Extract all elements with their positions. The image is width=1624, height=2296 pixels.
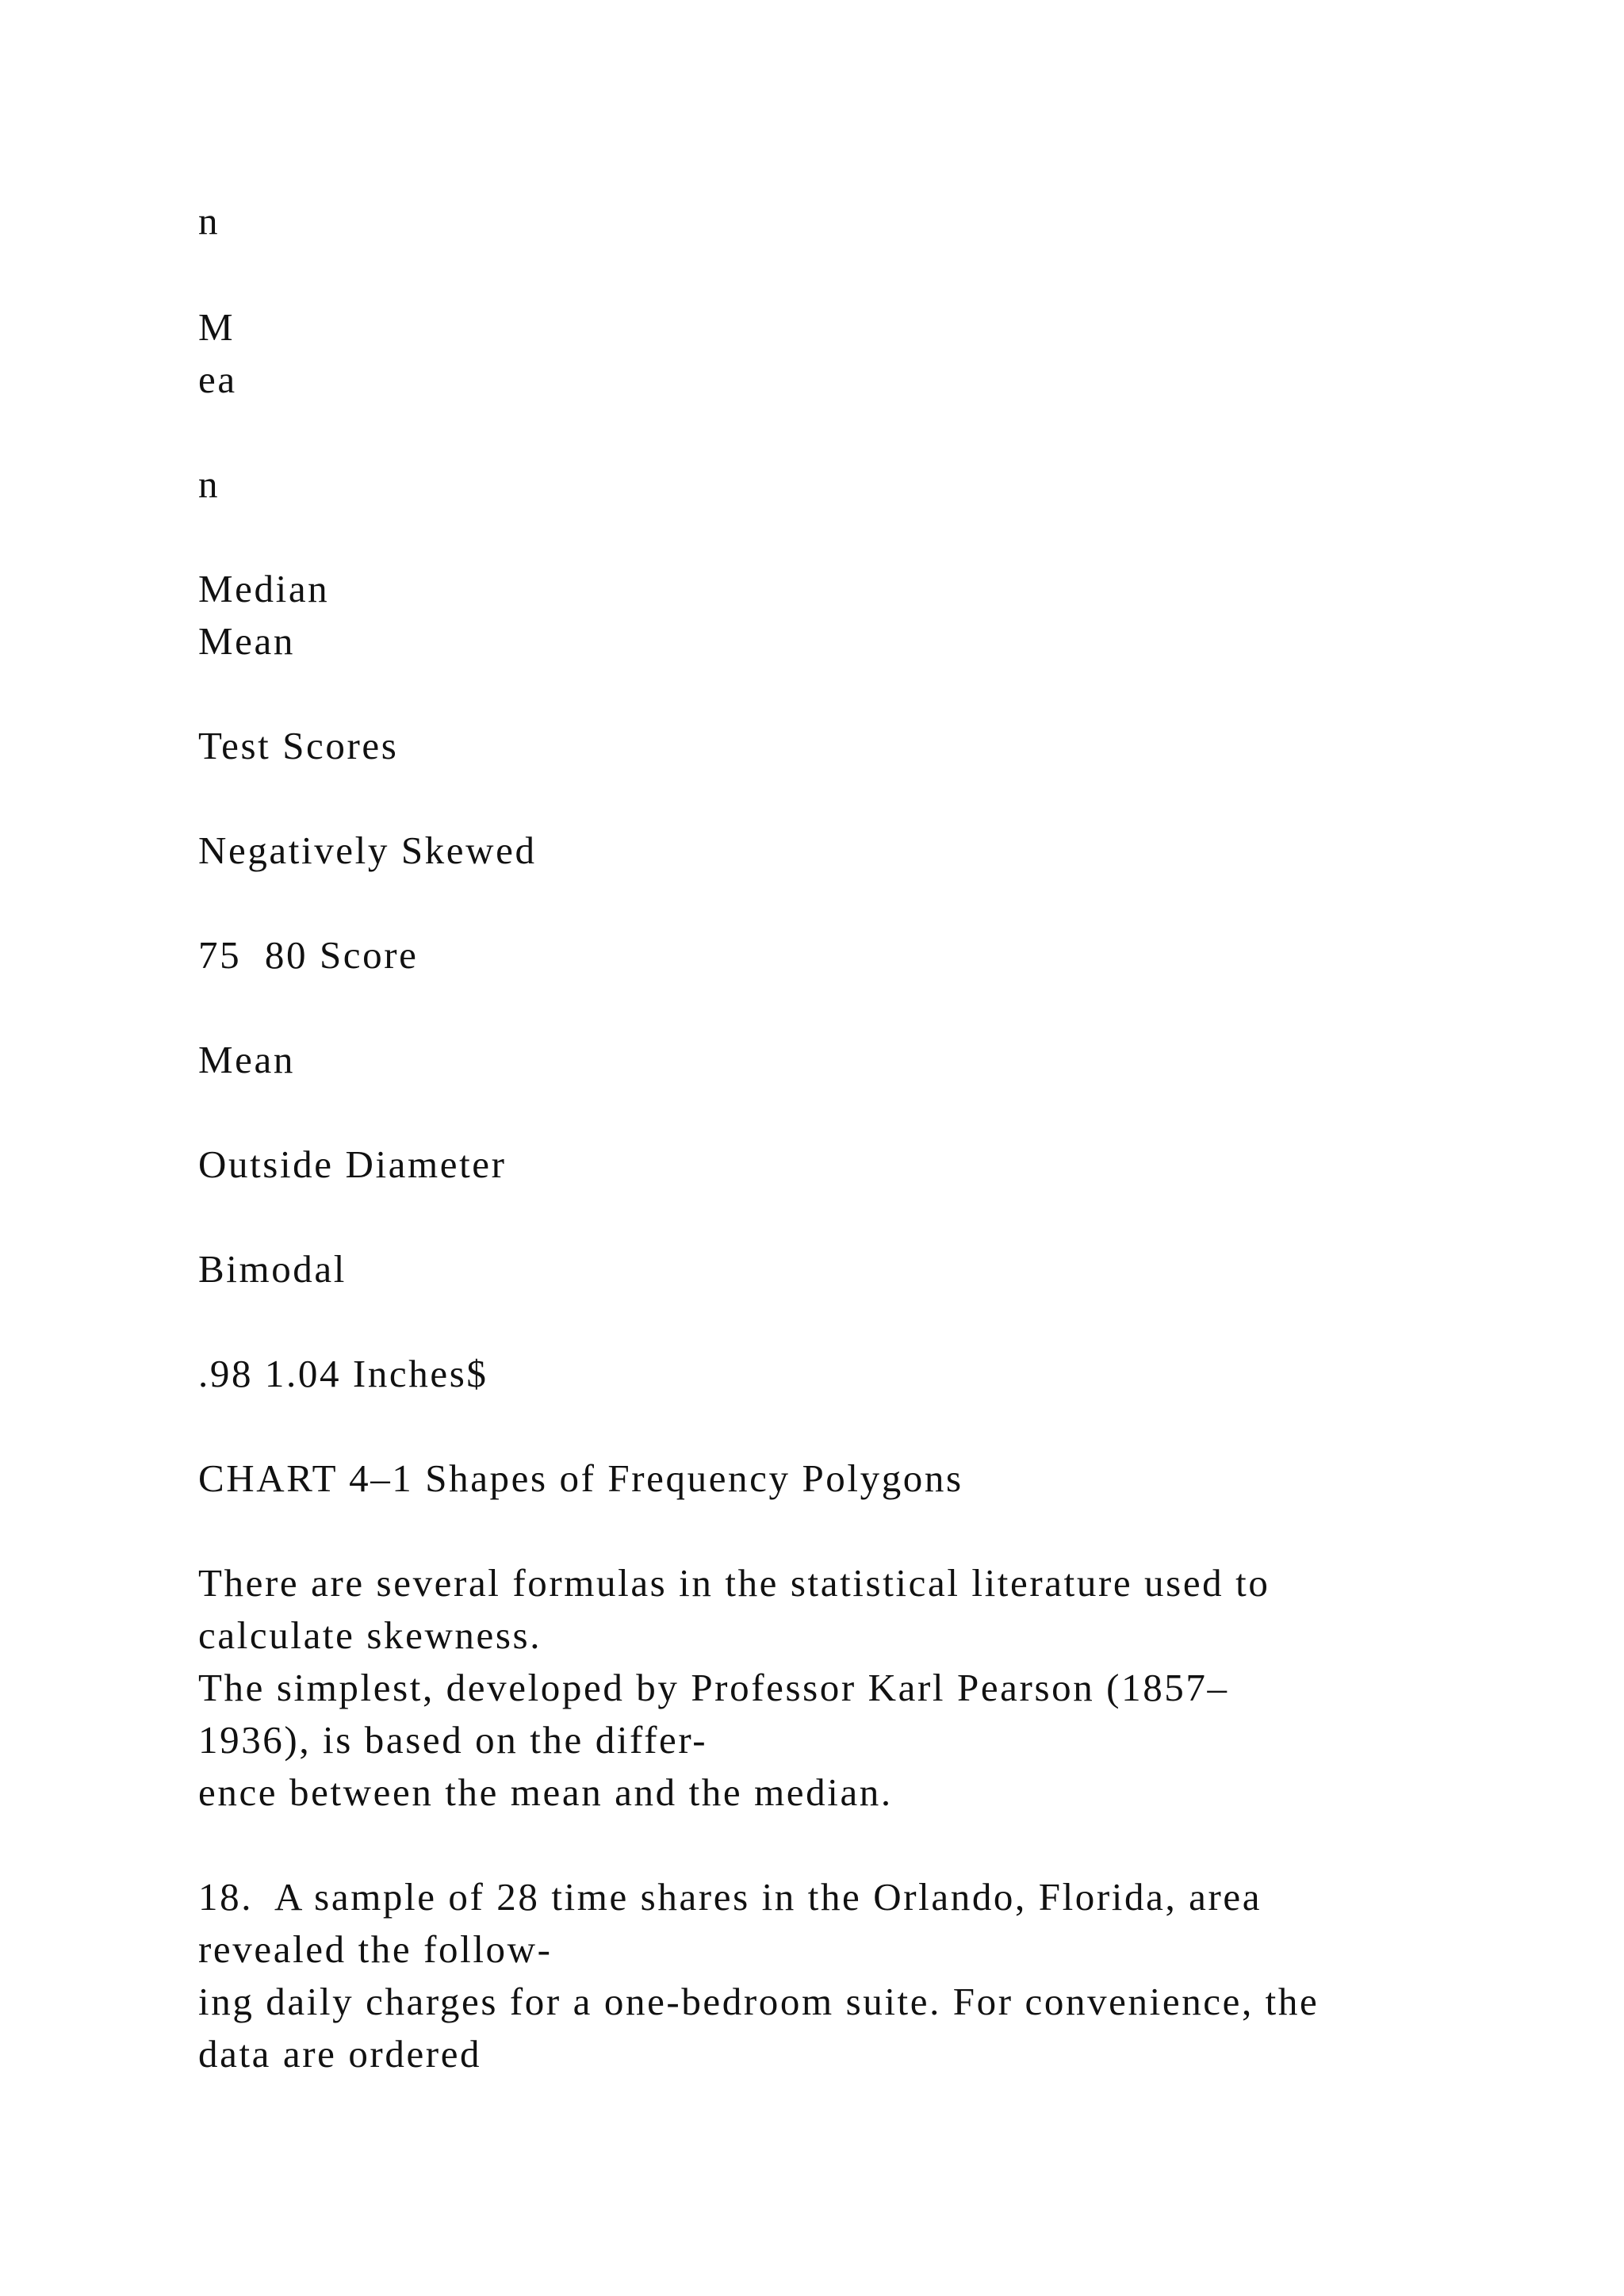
chart-fragment-ea: ea xyxy=(198,358,237,401)
chart-label-score-axis: 75 80 Score xyxy=(198,933,419,977)
chart-label-test-scores: Test Scores xyxy=(198,724,399,767)
chart-label-inches-axis: .98 1.04 Inches$ xyxy=(198,1352,488,1395)
body-paragraph-line: 1936), is based on the differ- xyxy=(198,1718,708,1762)
body-paragraph-line: There are several formulas in the statistical literature used to xyxy=(198,1561,1270,1605)
exercise-18-line: ing daily charges for a one-bedroom suite. For convenience, the xyxy=(198,1980,1320,2023)
body-paragraph-line: The simplest, developed by Professor Karl Pearson (1857– xyxy=(198,1666,1229,1709)
chart-fragment-n-1: n xyxy=(198,199,220,243)
chart-label-outside-diameter: Outside Diameter xyxy=(198,1142,507,1186)
chart-fragment-m: M xyxy=(198,305,236,349)
exercise-18-line: revealed the follow- xyxy=(198,1927,553,1971)
body-paragraph-line: calculate skewness. xyxy=(198,1613,542,1657)
chart-caption: CHART 4–1 Shapes of Frequency Polygons xyxy=(198,1456,963,1500)
exercise-18-line: data are ordered xyxy=(198,2032,482,2076)
chart-label-negatively-skewed: Negatively Skewed xyxy=(198,828,537,872)
chart-label-mean-1: Mean xyxy=(198,619,295,663)
body-paragraph-line: ence between the mean and the median. xyxy=(198,1770,893,1814)
chart-label-bimodal: Bimodal xyxy=(198,1247,347,1291)
chart-fragment-n-2: n xyxy=(198,462,220,506)
exercise-18-line: 18. A sample of 28 time shares in the Orlando, Florida, area xyxy=(198,1875,1262,1919)
chart-label-median: Median xyxy=(198,567,330,610)
chart-label-mean-2: Mean xyxy=(198,1038,295,1081)
